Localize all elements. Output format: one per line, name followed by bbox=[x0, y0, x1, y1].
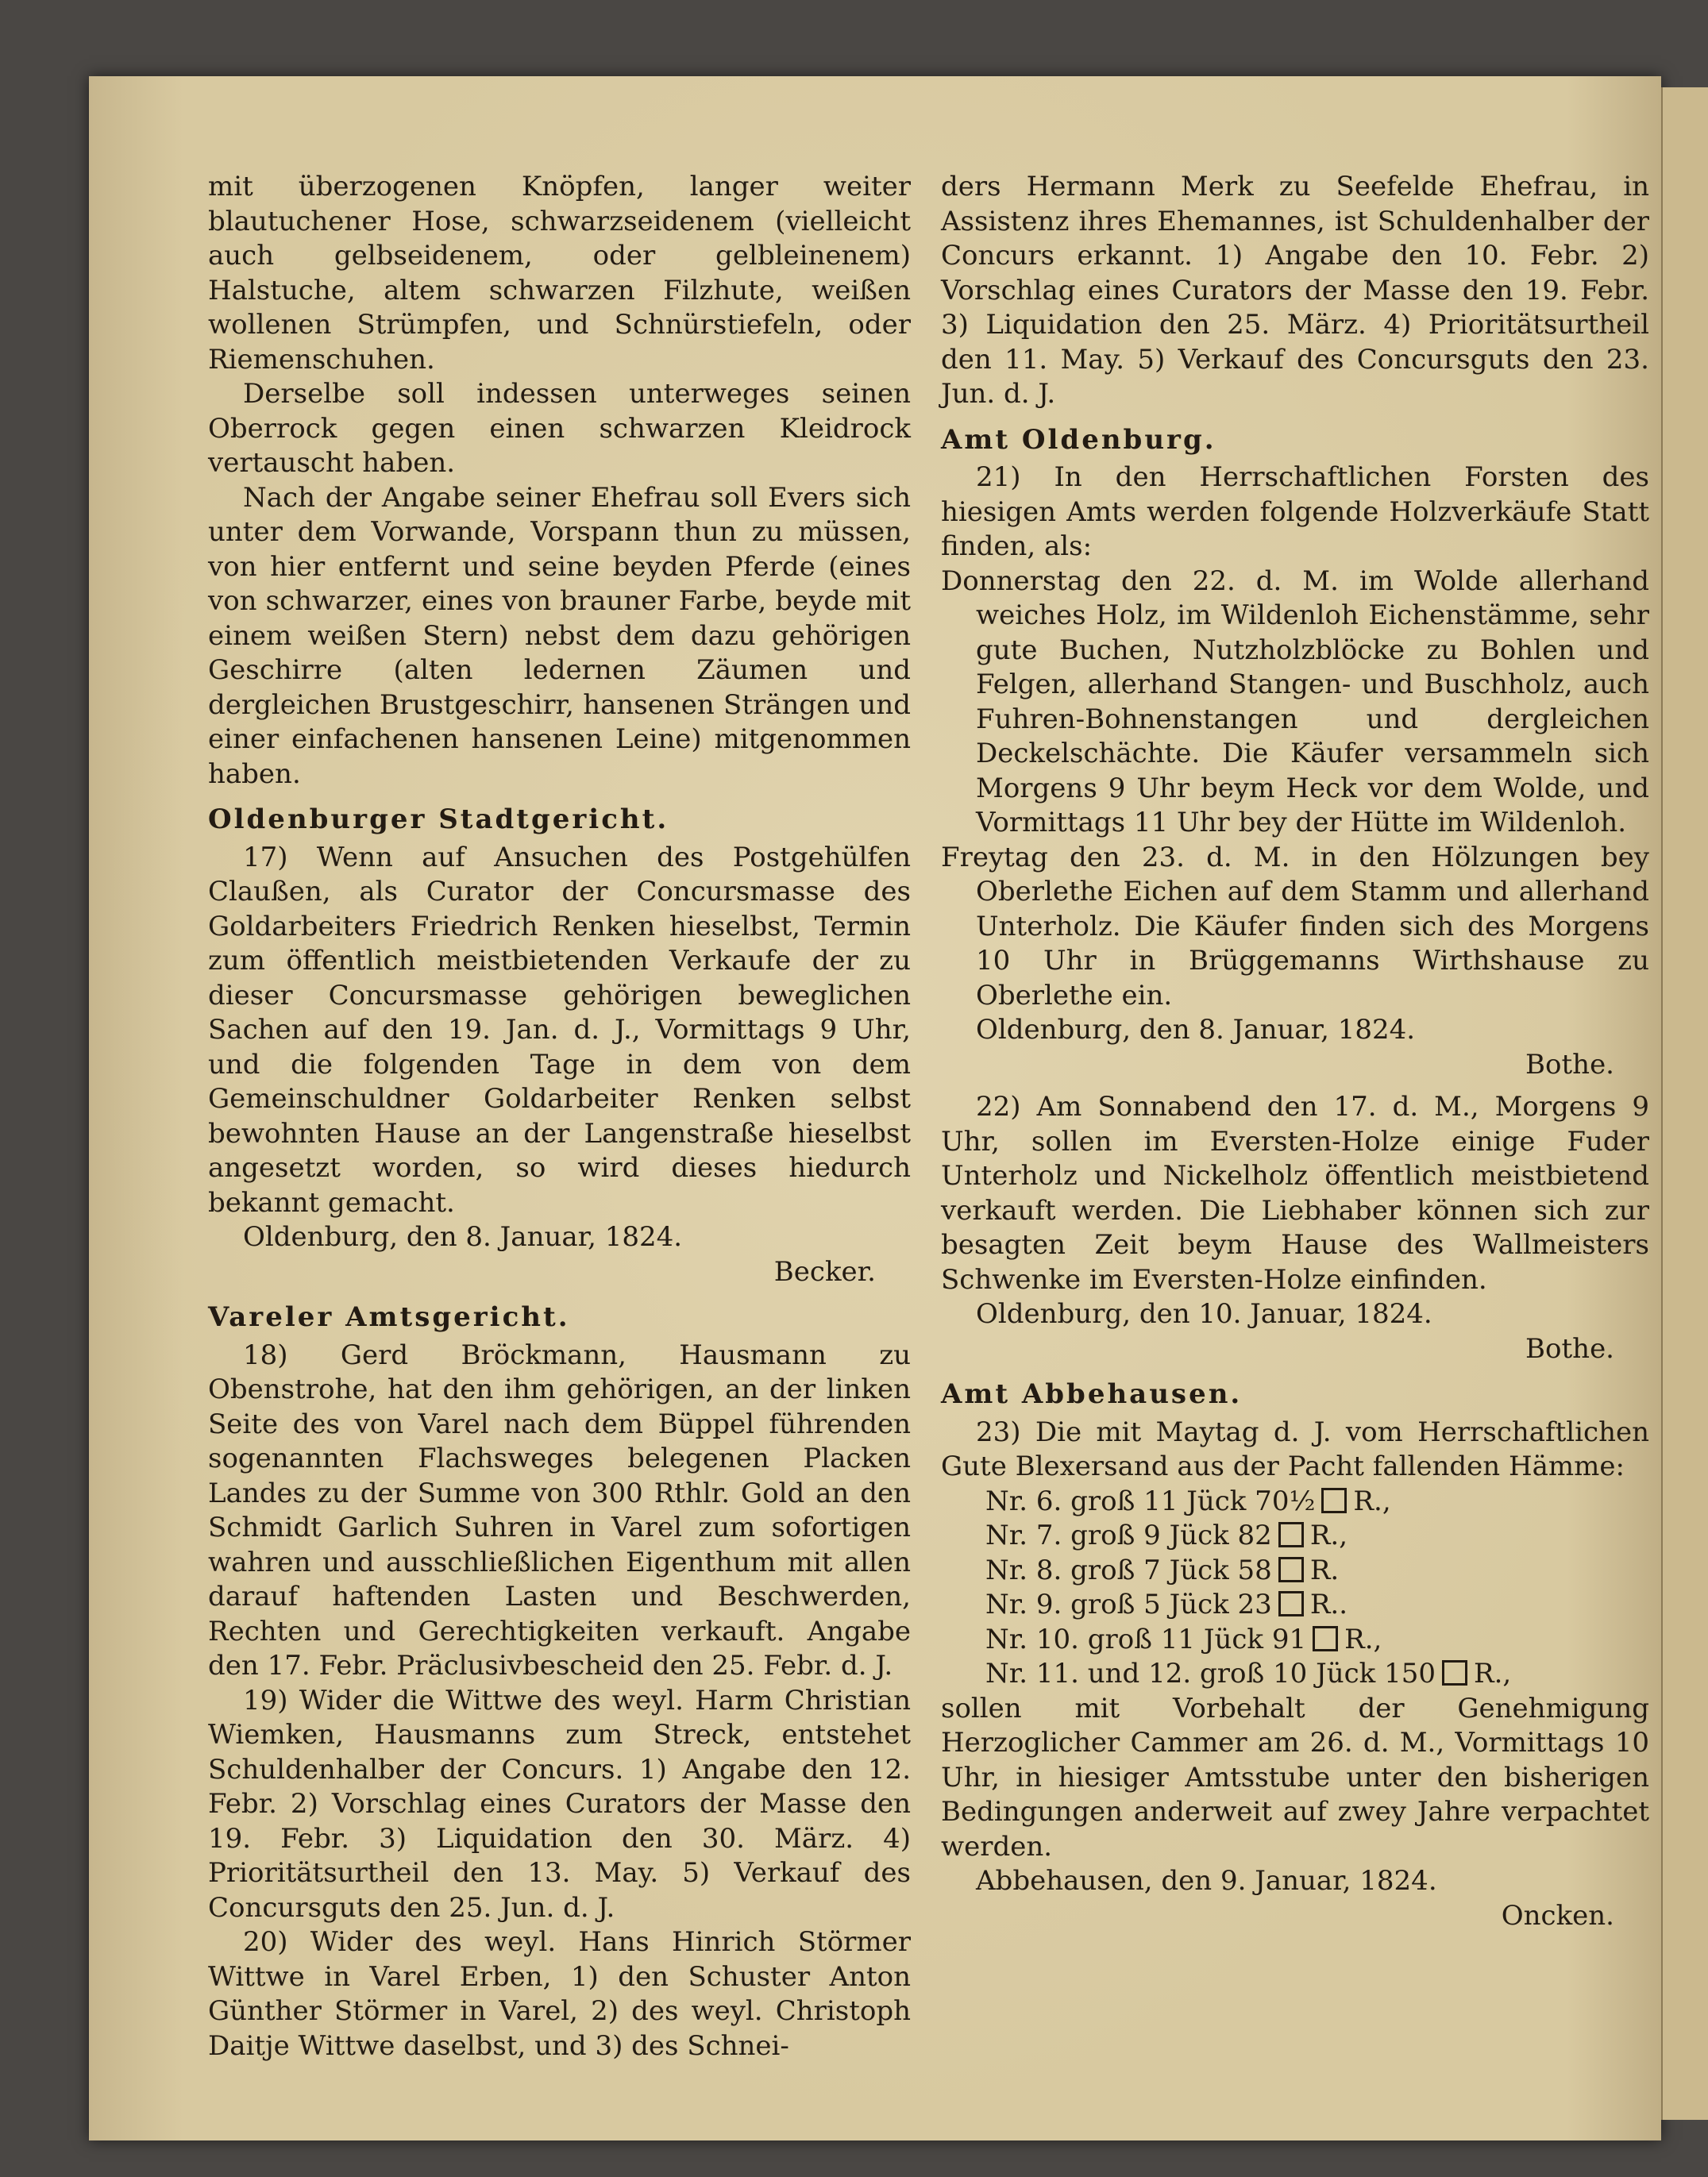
lot-row bbox=[941, 1485, 1649, 1520]
lot-text: Nr. 8. groß 7 Jück 58 bbox=[985, 1554, 1272, 1586]
signature: Bothe. bbox=[1525, 1332, 1614, 1365]
notice-22: 22) Am Sonnabend den 17. d. M., Morgens 9 Uhr, sollen im Eversten-Holze einige Fuder Unterholz und Nickelholz öffentlich meistbietend verkauft werden. Die Liebhaber können sich zur besagten Zeit beym Hause des Wallmeisters Schwenke im Eversten-Holze einfinden. bbox=[941, 1091, 1649, 1296]
place-date: Oldenburg, den 8. Januar, 1824. bbox=[976, 1014, 1416, 1046]
notice-21-thursday: Donnerstag den 22. d. M. im Wolde allerhand weiches Holz, im Wildenloh Eichenstämme, sehr gute Buchen, Nutzholzblöcke zu Bohlen und Felgen, allerhand Stangen- und Buschholz, auch Fuhren-Bohnenstangen und dergleichen Deckelschächte. Die Käufer versammeln sich Morgens 9 Uhr beym Heck vor dem Wolde, und Vormittags 11 Uhr bey der Hütte im Wildenloh. bbox=[941, 564, 1649, 838]
lot-row bbox=[941, 1623, 1649, 1658]
notice-17: 17) Wenn auf Ansuchen des Postgehülfen Claußen, als Curator der Concursmasse des Goldarbeiters Friedrich Renken hieselbst, Termin zum öffentlich meistbietenden Verkaufe der zu dieser Concursmasse gehörigen beweglichen Sachen auf den 19. Jan. d. J., Vormittags 9 Uhr, und die folgenden Tage in dem von dem Gemeinschuldner Goldarbeiter Renken selbst bewohnten Hause an der Langenstraße hieselbst angesetzt worden, so wird dieses hiedurch bekannt gemacht. bbox=[208, 841, 911, 1219]
lot-unit: R., bbox=[1473, 1658, 1512, 1690]
notice-21: 21) In den Herrschaftlichen Forsten des hiesigen Amts werden folgende Holzverkäufe Statt finden, als: bbox=[941, 461, 1649, 562]
signature: Oncken. bbox=[1501, 1899, 1614, 1932]
paragraph: mit überzogenen Knöpfen, langer weiter blautuchener Hose, schwarzseidenem (vielleicht auch gelbseidenem, oder gelbleinenem) Halstuche, altem schwarzen Filzhute, weißen wollenen Strümpfen, und Schnürstiefeln, oder Riemenschuhen. bbox=[208, 171, 911, 376]
square-rod-icon bbox=[1278, 1591, 1304, 1616]
square-rod-icon bbox=[1313, 1626, 1338, 1651]
right-column bbox=[941, 170, 1649, 1933]
square-rod-icon bbox=[1321, 1488, 1347, 1513]
place-date: Abbehausen, den 9. Januar, 1824. bbox=[976, 1865, 1437, 1897]
lot-unit: R., bbox=[1353, 1485, 1391, 1517]
lot-row bbox=[941, 1519, 1649, 1554]
lot-text: Nr. 10. groß 11 Jück 91 bbox=[985, 1623, 1307, 1655]
lot-unit: R., bbox=[1309, 1520, 1348, 1551]
square-rod-icon bbox=[1278, 1557, 1304, 1582]
paragraph: Derselbe soll indessen unterweges seinen Oberrock gegen einen schwarzen Kleidrock vertauscht haben. bbox=[208, 378, 911, 479]
left-column bbox=[208, 170, 911, 2063]
signature: Bothe. bbox=[1525, 1048, 1614, 1081]
lot-text: Nr. 7. groß 9 Jück 82 bbox=[985, 1520, 1272, 1551]
square-rod-icon bbox=[1442, 1660, 1467, 1686]
place-date: Oldenburg, den 10. Januar, 1824. bbox=[976, 1298, 1432, 1330]
section-heading: Amt Abbehausen. bbox=[941, 1378, 1243, 1410]
notice-23: 23) Die mit Maytag d. J. vom Herrschaftlichen Gute Blexersand aus der Pacht fallenden Hämme: bbox=[941, 1416, 1649, 1482]
lot-row bbox=[941, 1657, 1649, 1692]
square-rod-icon bbox=[1278, 1522, 1304, 1547]
place-date: Oldenburg, den 8. Januar, 1824. bbox=[243, 1221, 683, 1253]
page-edge bbox=[1661, 87, 1708, 2120]
lot-unit: R.. bbox=[1309, 1589, 1348, 1620]
lot-unit: R. bbox=[1309, 1554, 1340, 1586]
notice-18: 18) Gerd Bröckmann, Hausmann zu Obenstrohe, hat den ihm gehörigen, an der linken Seite des von Varel nach dem Büppel führenden sogenannten Flachsweges belegenen Placken Landes zu der Summe von 300 Rthlr. Gold an den Schmidt Garlich Suhren in Varel zum sofortigen wahren und ausschließlichen Eigenthum mit allen darauf haftenden Lasten und Beschwerden, Rechten und Gerechtigkeiten verkauft. Angabe den 17. Febr. Präclusivbescheid den 25. Febr. d. J. bbox=[208, 1339, 911, 1682]
lot-text: Nr. 11. und 12. groß 10 Jück 150 bbox=[985, 1658, 1436, 1690]
lot-row bbox=[941, 1588, 1649, 1623]
lot-row bbox=[941, 1554, 1649, 1589]
section-heading: Amt Oldenburg. bbox=[941, 423, 1216, 456]
notice-20-continued: ders Hermann Merk zu Seefelde Ehefrau, in Assistenz ihres Ehemannes, ist Schuldenhalber der Concurs erkannt. 1) Angabe den 10. Febr. 2) Vorschlag eines Curators der Masse den 19. Febr. 3) Liquidation den 25. März. 4) Prioritätsurtheil den 11. May. 5) Verkauf des Concursguts den 23. Jun. d. J. bbox=[941, 171, 1649, 410]
notice-19: 19) Wider die Wittwe des weyl. Harm Christian Wiemken, Hausmanns zum Streck, entstehet Schuldenhalber der Concurs. 1) Angabe den 12. Febr. 2) Vorschlag eines Curators der Masse den 19. Febr. 3) Liquidation den 30. März. 4) Prioritätsurtheil den 13. May. 5) Verkauf des Concursguts den 25. Jun. d. J. bbox=[208, 1684, 911, 1924]
lot-unit: R., bbox=[1344, 1623, 1382, 1655]
section-heading: Oldenburger Stadtgericht. bbox=[208, 803, 669, 835]
lot-text: Nr. 6. groß 11 Jück 70½ bbox=[985, 1485, 1316, 1517]
section-heading: Vareler Amtsgericht. bbox=[208, 1301, 570, 1333]
paragraph: Nach der Angabe seiner Ehefrau soll Evers sich unter dem Vorwande, Vorspann thun zu müssen, von hier entfernt und seine beyden Pferde (eines von schwarzer, eines von brauner Farbe, beyde mit einem weißen Stern) nebst dem dazu gehörigen Geschirre (alten ledernen Zäumen und dergleichen Brustgeschirr, hansenen Strängen und einer einfachenen hansenen Leine) mitgenommen haben. bbox=[208, 481, 911, 790]
notice-23-continued: sollen mit Vorbehalt der Genehmigung Herzoglicher Cammer am 26. d. M., Vormittags 10 Uhr, in hiesiger Amtsstube unter den bisherigen Bedingungen anderweit auf zwey Jahre verpachtet werden. bbox=[941, 1692, 1649, 1863]
notice-20: 20) Wider des weyl. Hans Hinrich Störmer Wittwe in Varel Erben, 1) den Schuster Anton Günther Störmer in Varel, 2) des weyl. Christoph Daitje Wittwe daselbst, und 3) des Schnei- bbox=[208, 1926, 911, 2062]
lot-text: Nr. 9. groß 5 Jück 23 bbox=[985, 1589, 1272, 1620]
notice-21-friday: Freytag den 23. d. M. in den Hölzungen bey Oberlethe Eichen auf dem Stamm und allerhand Unterholz. Die Käufer finden sich des Morgens 10 Uhr in Brüggemanns Wirthshause zu Oberlethe ein. bbox=[941, 841, 1649, 1011]
signature: Becker. bbox=[773, 1255, 876, 1288]
